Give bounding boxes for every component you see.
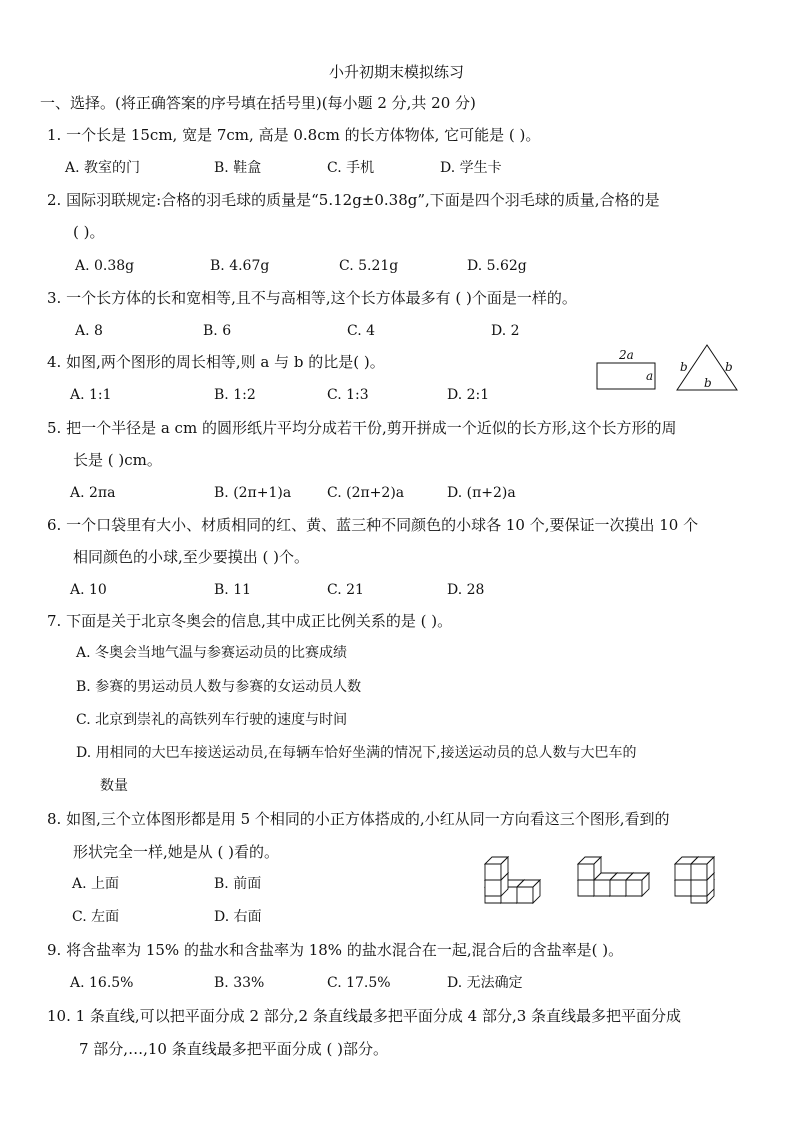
question-2: 2. 国际羽联规定:合格的羽毛球的质量是“5.12g±0.38g”,下面是四个羽毛球的质量,合格的是 — [47, 191, 660, 209]
cubes-figure-1 — [485, 857, 540, 903]
q4-option-c: C. 1:3 — [327, 387, 369, 403]
cubes-figure-3 — [675, 857, 714, 903]
q4-figure — [592, 345, 742, 395]
q8-option-d: D. 右面 — [214, 909, 262, 925]
q6-option-b: B. 11 — [214, 582, 252, 598]
question-2-cont: ( )。 — [73, 223, 105, 241]
q5-option-b: B. (2π+1)a — [214, 485, 292, 501]
q5-option-d: D. (π+2)a — [447, 485, 516, 501]
q8-option-b: B. 前面 — [214, 876, 262, 892]
question-9: 9. 将含盐率为 15% 的盐水和含盐率为 18% 的盐水混合在一起,混合后的含盐率是( )。 — [47, 941, 624, 959]
question-5: 5. 把一个半径是 a cm 的圆形纸片平均分成若干份,剪开拼成一个近似的长方形,这个长方形的周 — [47, 419, 677, 437]
q1-option-a: A. 教室的门 — [65, 160, 141, 176]
q3-option-d: D. 2 — [491, 323, 520, 339]
q3-option-c: C. 4 — [347, 323, 376, 339]
question-3: 3. 一个长方体的长和宽相等,且不与高相等,这个长方体最多有 ( )个面是一样的。 — [47, 289, 577, 307]
q8-option-c: C. 左面 — [72, 909, 120, 925]
rect-top-label: 2a — [619, 348, 634, 362]
question-6: 6. 一个口袋里有大小、材质相同的红、黄、蓝三种不同颜色的小球各 10 个,要保证一次摸出 10 个 — [47, 516, 699, 534]
q3-option-b: B. 6 — [203, 323, 232, 339]
question-1: 1. 一个长是 15cm, 宽是 7cm, 高是 0.8cm 的长方体物体, 它可能是 ( )。 — [47, 126, 541, 144]
q9-option-b: B. 33% — [214, 975, 265, 991]
q7-option-b: B. 参赛的男运动员人数与参赛的女运动员人数 — [76, 679, 362, 695]
q6-option-c: C. 21 — [327, 582, 364, 598]
q7-option-c: C. 北京到崇礼的高铁列车行驶的速度与时间 — [76, 712, 348, 728]
question-6-cont: 相同颜色的小球,至少要摸出 ( )个。 — [73, 548, 310, 566]
q7-option-d-cont: 数量 — [100, 778, 128, 794]
q4-option-a: A. 1:1 — [70, 387, 112, 403]
q2-option-b: B. 4.67g — [210, 258, 270, 274]
q6-option-a: A. 10 — [70, 582, 107, 598]
question-7: 7. 下面是关于北京冬奥会的信息,其中成正比例关系的是 ( )。 — [47, 612, 453, 630]
question-8-cont: 形状完全一样,她是从 ( )看的。 — [73, 843, 280, 861]
q2-option-d: D. 5.62g — [467, 258, 527, 274]
q9-option-d: D. 无法确定 — [447, 975, 523, 991]
q2-option-a: A. 0.38g — [75, 258, 135, 274]
q5-option-c: C. (2π+2)a — [327, 485, 405, 501]
q5-option-a: A. 2πa — [70, 485, 116, 501]
q4-option-b: B. 1:2 — [214, 387, 256, 403]
q1-option-c: C. 手机 — [327, 160, 375, 176]
q7-option-d: D. 用相同的大巴车接送运动员,在每辆车恰好坐满的情况下,接送运动员的总人数与大巴车的 — [76, 745, 637, 761]
q2-option-c: C. 5.21g — [339, 258, 399, 274]
q9-option-c: C. 17.5% — [327, 975, 391, 991]
question-5-cont: 长是 ( )cm。 — [73, 451, 162, 469]
q1-option-d: D. 学生卡 — [440, 160, 502, 176]
q8-cubes-figure — [470, 840, 745, 900]
question-4: 4. 如图,两个图形的周长相等,则 a 与 b 的比是( )。 — [47, 353, 385, 371]
q8-option-a: A. 上面 — [72, 876, 120, 892]
q4-option-d: D. 2:1 — [447, 387, 490, 403]
q9-option-a: A. 16.5% — [70, 975, 134, 991]
rect-side-label: a — [646, 369, 654, 383]
question-8: 8. 如图,三个立体图形都是用 5 个相同的小正方体搭成的,小红从同一方向看这三个图形,看到的 — [47, 810, 670, 828]
question-10-cont: 7 部分,…,10 条直线最多把平面分成 ( )部分。 — [79, 1040, 388, 1058]
tri-right-label: b — [725, 360, 733, 374]
cubes-figure-2 — [578, 857, 649, 896]
tri-left-label: b — [680, 360, 688, 374]
q6-option-d: D. 28 — [447, 582, 485, 598]
q3-option-a: A. 8 — [75, 323, 103, 339]
question-10: 10. 1 条直线,可以把平面分成 2 部分,2 条直线最多把平面分成 4 部分,3 条直线最多把平面分成 — [47, 1007, 682, 1025]
tri-base-label: b — [704, 376, 712, 390]
page-title: 小升初期末模拟练习 — [328, 63, 464, 81]
q7-option-a: A. 冬奥会当地气温与参赛运动员的比赛成绩 — [76, 645, 348, 661]
q1-option-b: B. 鞋盒 — [214, 160, 262, 176]
section-heading: 一、选择。(将正确答案的序号填在括号里)(每小题 2 分,共 20 分) — [40, 94, 476, 112]
